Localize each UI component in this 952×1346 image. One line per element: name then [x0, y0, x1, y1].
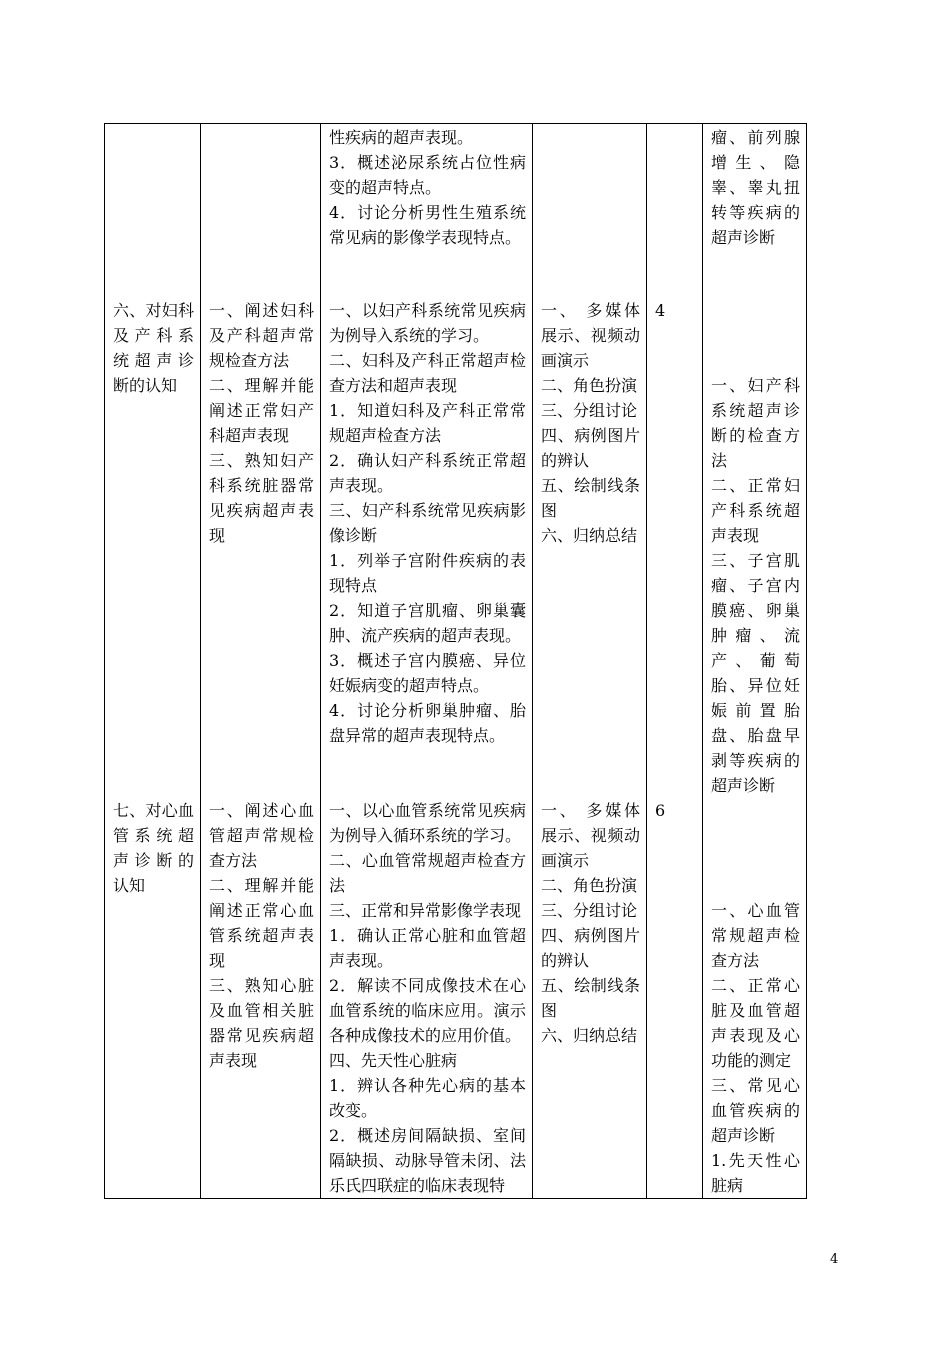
text-line: 为例导入循环系统的学习。	[329, 826, 522, 845]
text-line: 瘤、前列腺	[711, 128, 800, 147]
text-line: 的辨认	[541, 951, 590, 970]
text-line: 五、绘制线条	[541, 476, 640, 495]
hours-cell	[646, 298, 702, 798]
objectives-cell	[200, 798, 320, 1198]
text-line: 六、归纳总结	[541, 526, 638, 545]
text-line: 三、分组讨论	[541, 901, 638, 920]
text-line: 剥等疾病的	[711, 751, 800, 770]
text-line: 声表现及心	[711, 1026, 800, 1045]
hours-value	[655, 125, 696, 150]
content-cell	[320, 798, 532, 1198]
text-line: 断的检查方	[711, 426, 800, 445]
text-line: 二、理解并能	[209, 376, 314, 395]
text-line: 产科系统超	[711, 501, 800, 520]
text-line: 妊娠病变的超声特点。	[329, 676, 490, 695]
text-line: 及血管相关脏	[209, 1001, 314, 1020]
text-line: 五、绘制线条	[541, 976, 640, 995]
text-line: 2．概述房间隔缺损、室间	[329, 1126, 526, 1145]
text-line: 二、妇科及产科正常超声检	[329, 351, 526, 370]
text-line: 管超声常规检	[209, 826, 314, 845]
methods-cell	[532, 124, 646, 298]
text-line: 二、正常妇	[711, 476, 800, 495]
hours-cell	[646, 124, 702, 298]
text-line: 血管系统的临床应用。演示	[329, 1001, 526, 1020]
text-line: 四、先天性心脏病	[329, 1051, 458, 1070]
text-line: 见疾病超声表	[209, 501, 314, 520]
text-line: 规检查方法	[209, 351, 290, 370]
hours-value: 4	[655, 301, 666, 320]
objectives-cell	[200, 298, 320, 798]
text-line: 法	[711, 451, 728, 470]
text-line: 现	[209, 951, 226, 970]
text-line: 胎、异位妊	[711, 676, 800, 695]
objectives-cell	[200, 124, 320, 298]
text-line: 脏及血管超	[711, 1001, 800, 1020]
text-line: 查方法	[711, 951, 760, 970]
text-line: 4．讨论分析卵巢肿瘤、胎	[329, 701, 526, 720]
text-line: 画演示	[541, 351, 590, 370]
key-points-cell	[702, 124, 807, 298]
text-line: 器常见疾病超	[209, 1026, 314, 1045]
text-line: 功能的测定	[711, 1051, 792, 1070]
text-line: 图	[541, 501, 558, 520]
text-line: 变的超声特点。	[329, 178, 442, 197]
text-line: 三、妇产科系统常见疾病影	[329, 501, 526, 520]
text-line: 盘、胎盘早	[711, 726, 800, 745]
text-line: 一、阐述妇科	[209, 301, 314, 320]
text-line: 三、常见心	[711, 1076, 800, 1095]
text-line: 一、妇产科	[711, 376, 800, 395]
text-line: 瘤、子宫内	[711, 576, 800, 595]
text-line: 二、理解并能	[209, 876, 314, 895]
text-line: 系统超声诊	[711, 401, 800, 420]
text-line: 脏病	[711, 1176, 744, 1195]
text-line: 隔缺损、动脉导管未闭、法	[329, 1151, 526, 1170]
text-line: 四、病例图片	[541, 926, 640, 945]
text-line: 三、熟知心脏	[209, 976, 314, 995]
text-line: 展示、视频动	[541, 326, 640, 345]
content-cell	[320, 298, 532, 798]
text-line: 二、心血管常规超声检查方	[329, 851, 526, 870]
text-line: 六、对妇科	[113, 301, 194, 320]
text-line: 一、 多媒体	[541, 801, 640, 820]
text-line: 2．确认妇产科系统正常超	[329, 451, 526, 470]
key-points-cell	[702, 798, 807, 1198]
key-points-cell	[702, 298, 807, 798]
text-line: 二、角色扮演	[541, 376, 638, 395]
text-line: 三、正常和异常影像学表现	[329, 901, 522, 920]
text-line: 超声诊断	[711, 228, 776, 247]
unit-cell	[104, 298, 200, 798]
text-line: 常规超声检	[711, 926, 800, 945]
text-line: 超声诊断	[711, 1126, 776, 1145]
hours-value: 6	[655, 801, 666, 820]
course-table	[104, 123, 807, 1199]
text-line: 二、角色扮演	[541, 876, 638, 895]
text-line: 三、分组讨论	[541, 401, 638, 420]
text-line: 画演示	[541, 851, 590, 870]
text-line: 4．讨论分析男性生殖系统	[329, 203, 526, 222]
text-line: 血管疾病的	[711, 1101, 800, 1120]
text-line: 阐述正常妇产	[209, 401, 314, 420]
text-line: 2．知道子宫肌瘤、卵巢囊	[329, 601, 526, 620]
text-line: 一、心血管	[711, 901, 800, 920]
text-line: 科系统脏器常	[209, 476, 314, 495]
text-line: 为例导入系统的学习。	[329, 326, 490, 345]
text-line: 展示、视频动	[541, 826, 640, 845]
text-line: 声表现	[209, 1051, 258, 1070]
text-line: 阐述正常心血	[209, 901, 314, 920]
text-line: 一、以心血管系统常见疾病	[329, 801, 526, 820]
text-line: 及产科系	[113, 326, 194, 345]
unit-cell	[104, 124, 200, 298]
text-line: 现	[209, 526, 226, 545]
text-line: 改变。	[329, 1101, 378, 1120]
content-cell	[320, 124, 532, 298]
text-line: 法	[329, 876, 346, 895]
text-line: 2．解读不同成像技术在心	[329, 976, 526, 995]
text-line: 统超声诊	[113, 351, 194, 370]
text-line: 超声诊断	[711, 776, 776, 795]
text-line: 肿、流产疾病的超声表现。	[329, 626, 522, 645]
text-line: 1.先天性心	[711, 1151, 800, 1170]
text-line: 盘异常的超声表现特点。	[329, 726, 506, 745]
text-line: 声表现。	[329, 951, 394, 970]
text-line: 1．确认正常心脏和血管超	[329, 926, 526, 945]
text-line: 图	[541, 1001, 558, 1020]
text-line: 管系统超声表	[209, 926, 314, 945]
text-line: 断的认知	[113, 376, 178, 395]
text-line: 1．知道妇科及产科正常常	[329, 401, 526, 420]
text-line: 1．辨认各种先心病的基本	[329, 1076, 526, 1095]
text-line: 科超声表现	[209, 426, 290, 445]
text-line: 声表现。	[329, 476, 394, 495]
text-line: 一、 多媒体	[541, 301, 640, 320]
text-line: 1．列举子宫附件疾病的表	[329, 551, 526, 570]
text-line: 像诊断	[329, 526, 378, 545]
text-line: 一、阐述心血	[209, 801, 314, 820]
text-line: 常见病的影像学表现特点。	[329, 228, 522, 247]
text-line: 一、以妇产科系统常见疾病	[329, 301, 526, 320]
hours-cell	[646, 798, 702, 1198]
text-line: 三、熟知妇产	[209, 451, 314, 470]
text-line: 睾、睾丸扭	[711, 178, 800, 197]
text-line: 管系统超	[113, 826, 194, 845]
methods-cell	[532, 298, 646, 798]
text-line: 3．概述泌尿系统占位性病	[329, 153, 526, 172]
unit-cell	[104, 798, 200, 1198]
text-line: 各种成像技术的应用价值。	[329, 1026, 522, 1045]
text-line: 声诊断的	[113, 851, 194, 870]
text-line: 产、葡萄	[711, 651, 800, 670]
methods-cell	[532, 798, 646, 1198]
text-line: 规超声检查方法	[329, 426, 442, 445]
text-line: 认知	[113, 876, 146, 895]
text-line: 乐氏四联症的临床表现特	[329, 1176, 506, 1195]
text-line: 增生、隐	[711, 153, 800, 172]
text-line: 二、正常心	[711, 976, 800, 995]
text-line: 四、病例图片	[541, 426, 640, 445]
text-line: 查方法	[209, 851, 258, 870]
text-line: 三、子宫肌	[711, 551, 800, 570]
text-line: 的辨认	[541, 451, 590, 470]
text-line: 及产科超声常	[209, 326, 314, 345]
text-line: 六、归纳总结	[541, 1026, 638, 1045]
text-line: 七、对心血	[113, 801, 194, 820]
text-line: 肿瘤、流	[711, 626, 800, 645]
text-line: 性疾病的超声表现。	[329, 128, 474, 147]
text-line: 转等疾病的	[711, 203, 800, 222]
text-line: 查方法和超声表现	[329, 376, 458, 395]
text-line: 娠前置胎	[711, 701, 800, 720]
text-line: 声表现	[711, 526, 760, 545]
text-line: 现特点	[329, 576, 378, 595]
page-number: 4	[830, 1252, 839, 1267]
text-line: 膜癌、卵巢	[711, 601, 800, 620]
text-line: 3．概述子宫内膜癌、异位	[329, 651, 526, 670]
